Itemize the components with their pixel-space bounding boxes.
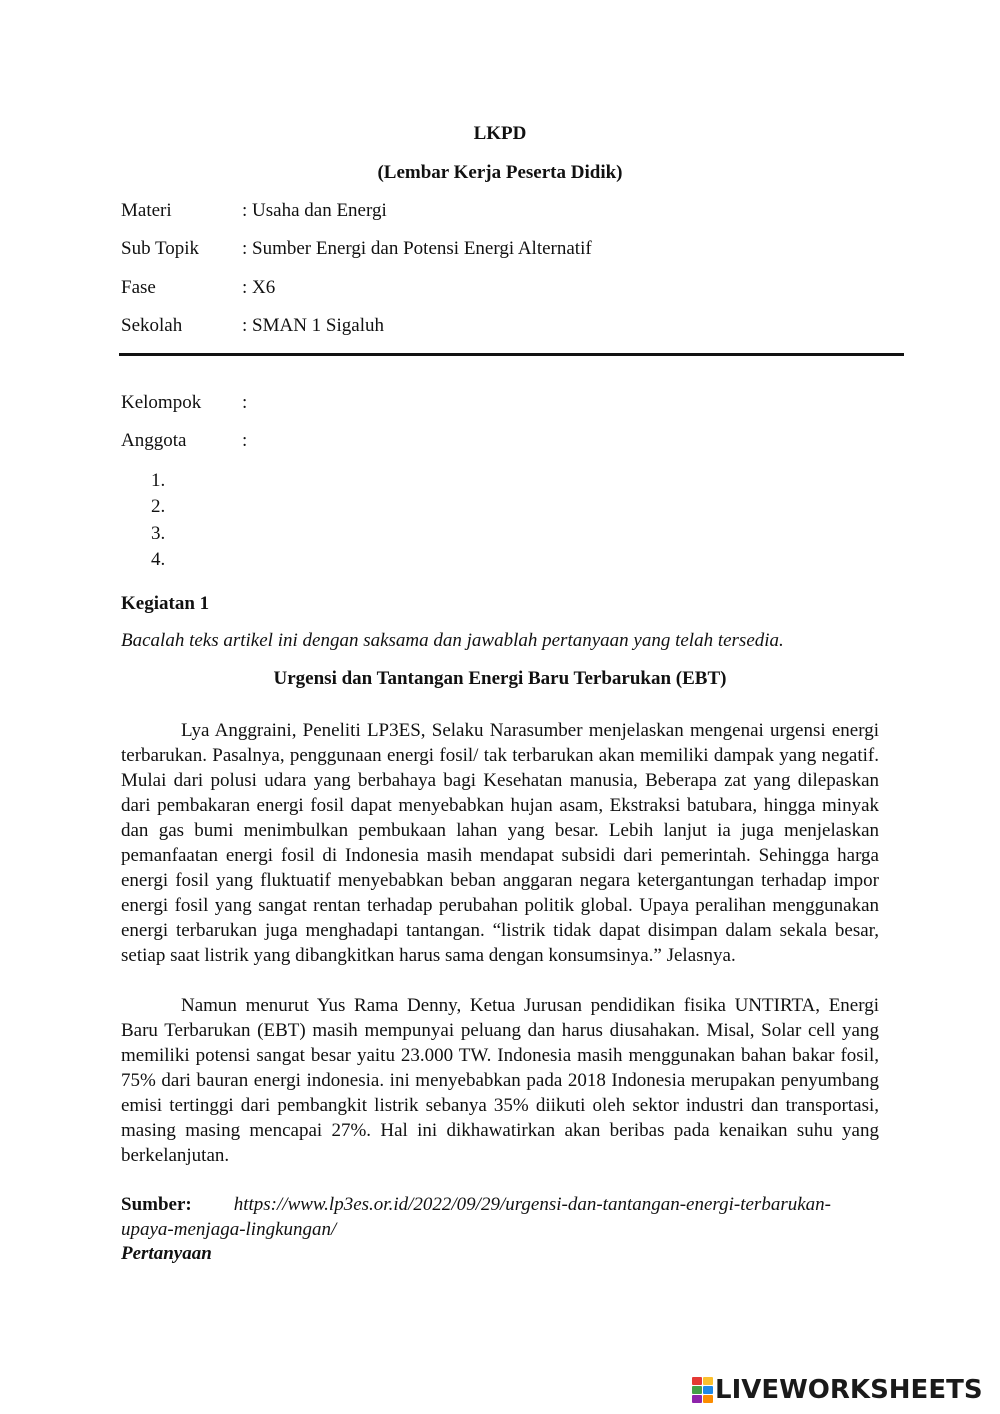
liveworksheets-logo-icon: [692, 1377, 712, 1403]
source-label: Sumber:: [121, 1194, 192, 1215]
meta-label: Materi: [121, 200, 172, 221]
questions-heading: Pertanyaan: [121, 1243, 212, 1264]
member-item-1[interactable]: 1.: [151, 470, 166, 491]
meta-value: : Usaha dan Energi: [242, 200, 387, 221]
meta-value: : X6: [242, 277, 276, 298]
logo-block: [692, 1395, 702, 1403]
member-item-4[interactable]: 4.: [151, 549, 166, 570]
kelompok-label: Kelompok: [121, 392, 202, 413]
meta-value: : SMAN 1 Sigaluh: [242, 315, 384, 336]
logo-block: [692, 1386, 702, 1394]
article-source: [121, 1192, 879, 1242]
activity-heading: Kegiatan 1: [121, 593, 210, 614]
kelompok-field[interactable]: :: [242, 392, 248, 413]
logo-block: [703, 1386, 713, 1394]
member-item-3[interactable]: 3.: [151, 523, 166, 544]
article-title: Urgensi dan Tantangan Energi Baru Terbarukan (EBT): [273, 668, 727, 689]
meta-label: Sekolah: [121, 315, 183, 336]
anggota-label: Anggota: [121, 430, 187, 451]
article-paragraph-2: Namun menurut Yus Rama Denny, Ketua Jurusan pendidikan fisika UNTIRTA, Energi Baru Terbarukan (EBT) masih mempunyai peluang dan harus diusahakan. Misal, Solar cell yang memiliki potensi sangat besar yaitu 23.000 TW. Indonesia masih menggunakan bahan bakar fosil, 75% dari bauran energi indonesia. ini menyebabkan pada 2018 Indonesia merupakan penyumbang emisi tertinggi dari pembangkit listrik sebanya 35% diikuti oleh sektor industri dan transportasi, masing masing mencapai 27%. Hal ini dikhawatirkan akan beribas pada kenaikan suhu yang berkelanjutan.: [121, 995, 879, 1166]
liveworksheets-brand: [692, 1374, 983, 1406]
logo-block: [703, 1377, 713, 1385]
header-divider: [119, 353, 904, 356]
meta-label: Sub Topik: [121, 238, 200, 259]
meta-value: : Sumber Energi dan Potensi Energi Alternatif: [242, 238, 592, 259]
page-title: LKPD: [473, 123, 527, 144]
liveworksheets-logo-text: LIVEWORKSHEETS: [715, 1375, 983, 1405]
page-subtitle: (Lembar Kerja Peserta Didik): [377, 162, 623, 183]
meta-label: Fase: [121, 277, 156, 298]
article-paragraph-1: Lya Anggraini, Peneliti LP3ES, Selaku Narasumber menjelaskan mengenai urgensi energi terbarukan. Pasalnya, penggunaan energi fosil/ tak terbarukan akan memiliki dampak yang negatif. Mulai dari polusi udara yang berbahaya bagi Kesehatan manusia, Beberapa zat yang dilepaskan dari pembakaran energi fosil dapat menyebabkan hujan asam, Ekstraksi batubara, hingga minyak dan gas bumi menimbulkan pembukaan lahan yang besar. Lebih lanjut ia juga menjelaskan pemanfaatan energi fosil di Indonesia masih mendapat subsidi dari pemerintah. Sehingga harga energi fosil yang fluktuatif menyebabkan beban anggaran negara ketergantungan terhadap impor energi fosil yang sangat rentan terhadap perubahan politik global. Upaya peralihan menggunakan energi terbarukan juga menghadapi tantangan. “listrik tidak dapat disimpan dalam sekala besar, setiap saat listrik yang dibangkitkan harus sama dengan konsumsinya.” Jelasnya.: [121, 720, 879, 966]
activity-instruction: Bacalah teks artikel ini dengan saksama dan jawablah pertanyaan yang telah tersedia.: [121, 630, 784, 651]
source-link[interactable]: https://www.lp3es.or.id/2022/09/29/urgensi-dan-tantangan-energi-terbarukan-upaya-menjaga-lingkungan/: [121, 1194, 831, 1240]
member-item-2[interactable]: 2.: [151, 496, 166, 517]
logo-block: [692, 1377, 702, 1385]
logo-block: [703, 1395, 713, 1403]
anggota-field[interactable]: :: [242, 430, 248, 451]
